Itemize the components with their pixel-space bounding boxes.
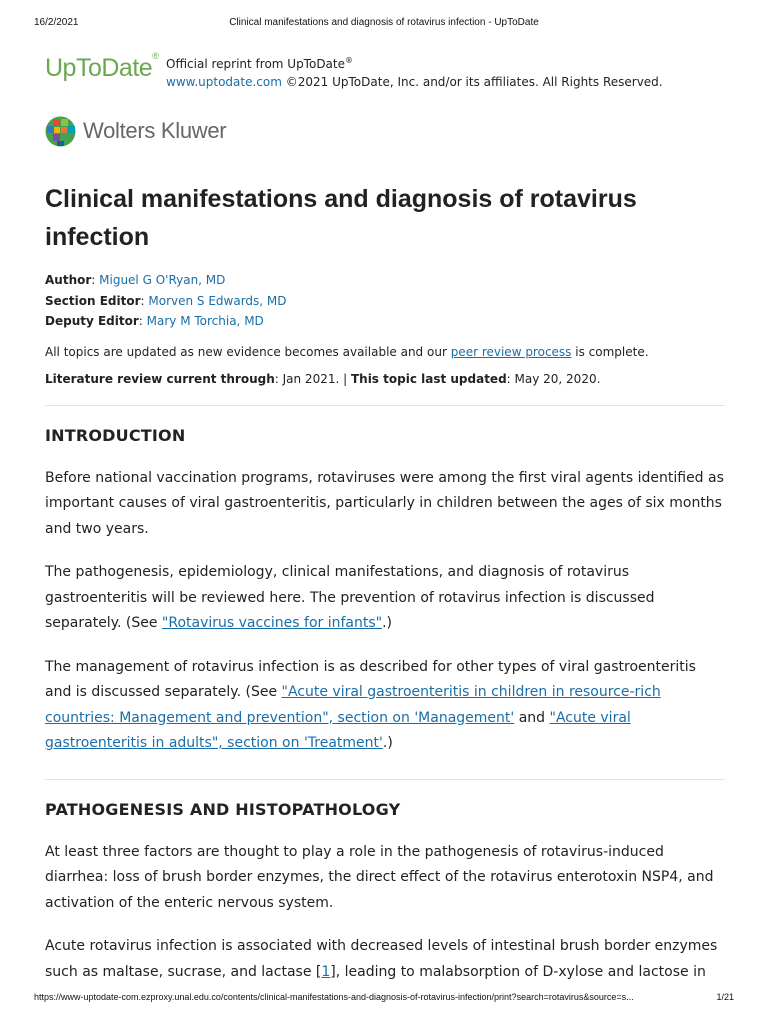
- section-editor-link[interactable]: Morven S Edwards, MD: [148, 293, 287, 308]
- update-notice: [45, 342, 725, 362]
- section-heading-pathogenesis: PATHOGENESIS AND HISTOPATHOLOGY: [45, 799, 401, 819]
- uptodate-logo-text: UpToDate: [45, 54, 153, 82]
- notice-end: is complete.: [571, 344, 649, 359]
- lit-review-label: Literature review current through: [45, 371, 275, 386]
- section-heading-introduction: INTRODUCTION: [45, 425, 186, 445]
- copyright-text: ©2021 UpToDate, Inc. and/or its affiliates. All Rights Reserved.: [285, 75, 663, 89]
- divider: [45, 405, 725, 406]
- peer-review-link[interactable]: peer review process: [450, 344, 572, 359]
- reprint-mark: ®: [345, 56, 353, 65]
- wolters-kluwer-mosaic-icon: [45, 116, 76, 147]
- review-dates: [45, 369, 725, 389]
- lit-review-value: : Jan 2021. |: [274, 371, 351, 386]
- intro-paragraph-3: [45, 655, 725, 757]
- intro-paragraph-2: [45, 560, 725, 637]
- reprint-notice: [166, 52, 663, 91]
- intro-p2-end: .): [382, 615, 393, 631]
- author-label: Author: [45, 273, 92, 287]
- patho-paragraph-2: [45, 934, 725, 985]
- intro-p3-text: The management of rotavirus infection is as described for other types of viral gastroenteritis and is discussed separately. (See: [45, 658, 696, 700]
- deputy-editor-label: Deputy Editor: [45, 314, 139, 328]
- author-link[interactable]: Miguel G O'Ryan, MD: [99, 273, 226, 287]
- reference-link[interactable]: 1: [321, 963, 331, 980]
- wolters-kluwer-logo: [45, 116, 305, 148]
- patho-p2-end: ], leading to malabsorption of D-xylose and lactose in: [330, 963, 706, 980]
- gastroenteritis-children-link[interactable]: "Acute viral gastroenteritis in children in resource-rich countries: Management and prevention", section on 'Management': [45, 684, 661, 726]
- intro-paragraph-1: Before national vaccination programs, rotaviruses were among the first viral agents identified as important causes of viral gastroenteritis, particularly in children between the ages of six months and two years.: [45, 469, 724, 537]
- print-header: [34, 17, 734, 33]
- uptodate-logo: [45, 50, 159, 83]
- patho-p2-text: Acute rotavirus infection is associated with decreased levels of intestinal brush border enzymes such as maltase, sucrase, and lactase [: [45, 938, 718, 980]
- site-link[interactable]: www.uptodate.com: [166, 75, 282, 89]
- divider: [45, 779, 725, 780]
- deputy-editor-link[interactable]: Mary M Torchia, MD: [146, 314, 264, 328]
- article: [45, 180, 725, 985]
- intro-p3-end: .): [382, 735, 393, 751]
- section-editor-label: Section Editor: [45, 293, 141, 308]
- print-footer: [34, 992, 734, 1006]
- uptodate-logo-mark: ®: [152, 50, 159, 61]
- last-updated-label: This topic last updated: [350, 371, 507, 386]
- gastroenteritis-adults-link[interactable]: "Acute viral gastroenteritis in adults", section on 'Treatment': [45, 709, 631, 751]
- article-title: Clinical manifestations and diagnosis of rotavirus infection: [45, 185, 637, 251]
- notice-text: All topics are updated as new evidence becomes available and our: [45, 344, 451, 359]
- print-page-title: Clinical manifestations and diagnosis of rotavirus infection - UpToDate: [229, 17, 539, 28]
- last-updated-value: : May 20, 2020.: [506, 371, 601, 386]
- intro-p3-and: and: [514, 709, 550, 726]
- page-number: 1/21: [716, 992, 734, 1002]
- print-url: https://www-uptodate-com.ezproxy.unal.edu.co/contents/clinical-manifestations-and-diagnosis-of-rotavirus-infection/print?search=rotavirus&source=s...: [34, 992, 634, 1002]
- deputy-editor-row: Deputy Editor: Mary M Torchia, MD: [45, 314, 264, 328]
- section-editor-row: Section Editor: Morven S Edwards, MD: [45, 293, 287, 308]
- reprint-line: Official reprint from UpToDate: [166, 57, 345, 71]
- intro-p2-text: The pathogenesis, epidemiology, clinical manifestations, and diagnosis of rotavirus gastroenteritis will be reviewed here. The prevention of rotavirus infection is discussed separately. (See: [45, 564, 655, 631]
- publisher-name: Wolters Kluwer: [83, 118, 227, 143]
- print-date: 16/2/2021: [34, 17, 79, 28]
- rotavirus-vaccines-link[interactable]: "Rotavirus vaccines for infants": [161, 615, 383, 631]
- editorial-credits: [45, 270, 725, 332]
- brand-header: [45, 52, 725, 92]
- author-row: Author: Miguel G O'Ryan, MD: [45, 273, 226, 287]
- patho-paragraph-1: At least three factors are thought to play a role in the pathogenesis of rotavirus-induced diarrhea: loss of brush border enzymes, the direct effect of the rotavirus enterotoxin NSP4, and activation of the enteric nervous system.: [45, 843, 714, 911]
